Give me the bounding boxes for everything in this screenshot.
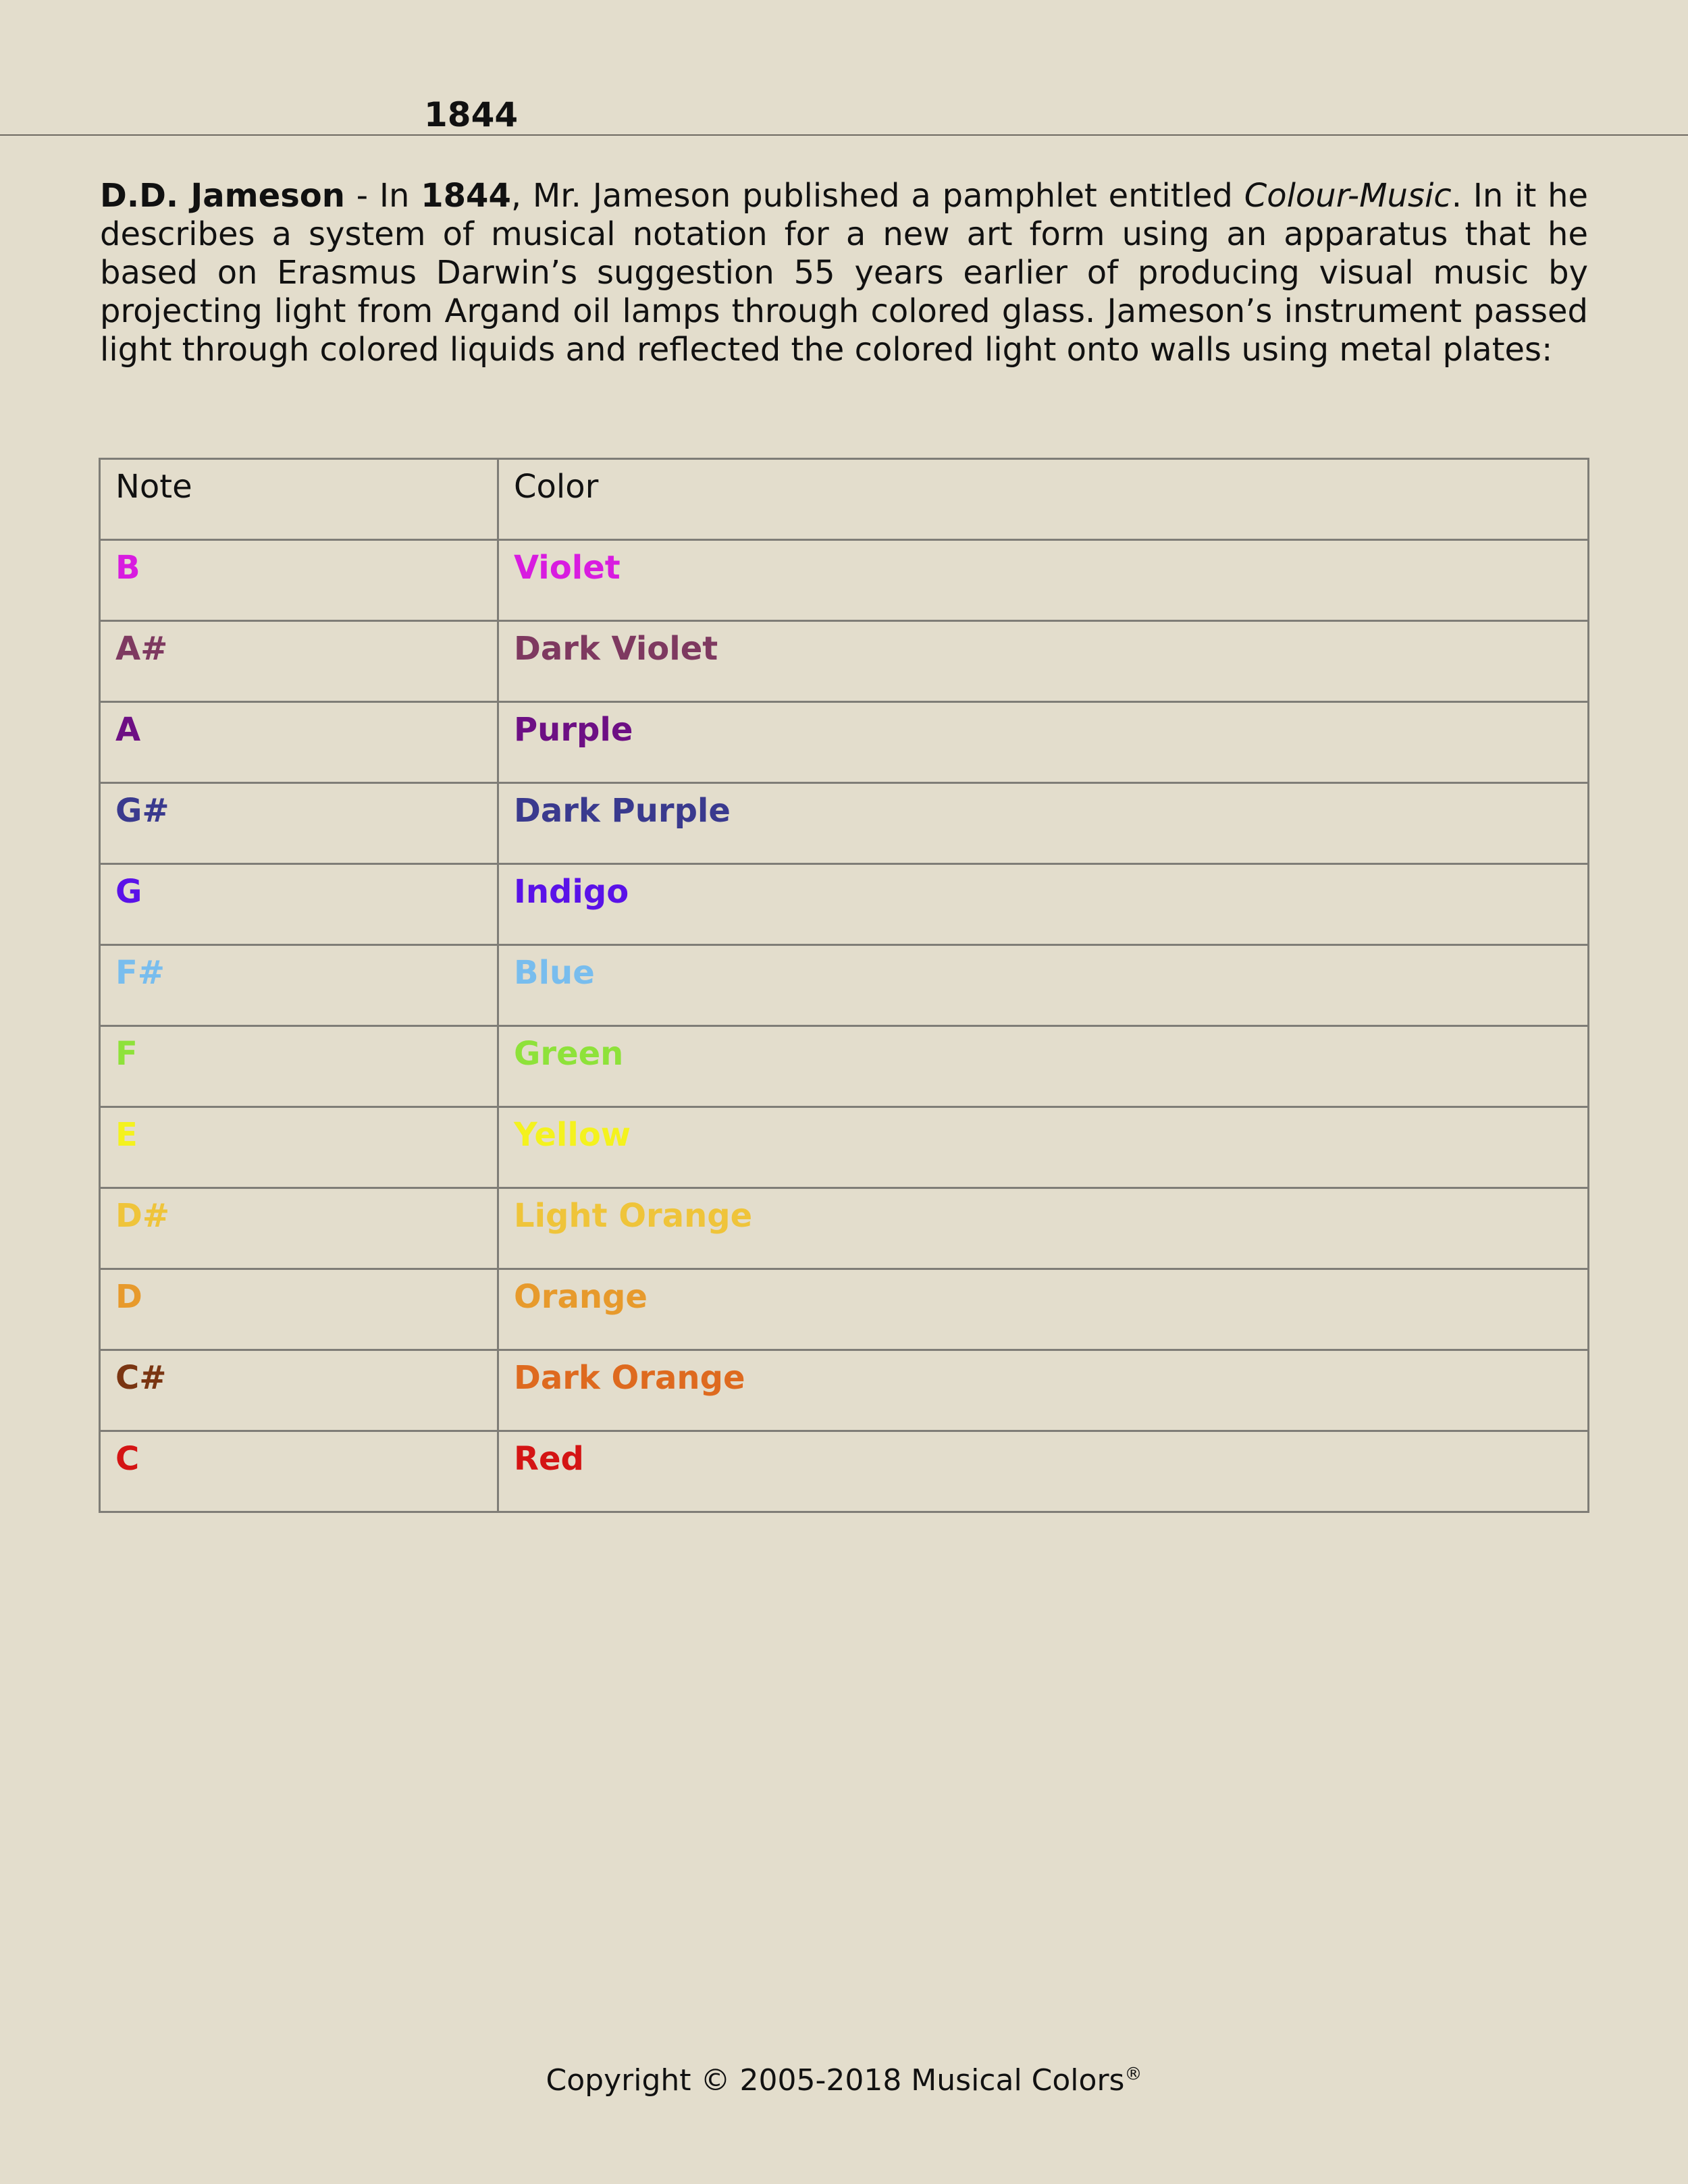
intro-pamphlet-title: Colour-Music <box>1244 177 1452 215</box>
color-cell: Orange <box>498 1269 1589 1350</box>
header-color: Color <box>498 459 1589 540</box>
intro-paragraph <box>100 177 1588 369</box>
color-cell: Light Orange <box>498 1188 1589 1269</box>
intro-name: D.D. Jameson <box>100 177 345 215</box>
registered-mark: ® <box>1124 2064 1142 2085</box>
table-row <box>100 945 1589 1026</box>
intro-year: 1844 <box>421 177 511 215</box>
color-cell: Dark Purple <box>498 783 1589 864</box>
table-row <box>100 783 1589 864</box>
note-cell: E <box>100 1107 498 1188</box>
color-cell: Indigo <box>498 864 1589 945</box>
table-row <box>100 702 1589 783</box>
copyright-text: Copyright © 2005-2018 Musical Colors <box>546 2063 1125 2098</box>
page-heading-year: 1844 <box>424 95 519 134</box>
note-cell: F# <box>100 945 498 1026</box>
table-row <box>100 864 1589 945</box>
note-cell: D <box>100 1269 498 1350</box>
note-cell: C <box>100 1431 498 1512</box>
color-cell: Dark Orange <box>498 1350 1589 1431</box>
color-cell: Green <box>498 1026 1589 1107</box>
color-cell: Blue <box>498 945 1589 1026</box>
table-row <box>100 1026 1589 1107</box>
color-cell: Dark Violet <box>498 621 1589 702</box>
note-cell: D# <box>100 1188 498 1269</box>
note-cell: C# <box>100 1350 498 1431</box>
copyright-footer <box>0 2062 1688 2099</box>
intro-text-1: - In <box>344 177 421 215</box>
table-row <box>100 1188 1589 1269</box>
note-cell: G# <box>100 783 498 864</box>
color-cell: Red <box>498 1431 1589 1512</box>
color-cell: Violet <box>498 540 1589 621</box>
note-cell: A# <box>100 621 498 702</box>
intro-text-2: , Mr. Jameson published a pamphlet entitled <box>510 177 1244 215</box>
header-note: Note <box>100 459 498 540</box>
note-cell: F <box>100 1026 498 1107</box>
header-divider <box>0 134 1688 136</box>
table-row <box>100 1269 1589 1350</box>
note-cell: B <box>100 540 498 621</box>
table-row <box>100 1431 1589 1512</box>
note-cell: G <box>100 864 498 945</box>
table-row <box>100 621 1589 702</box>
intro-text-3: . In it he describes a system of musical notation for a new art form using an apparatus that he based on Erasmus Darwin’s suggestion 55 years earlier of producing visual music by projecting light from Argand oil lamps through colored glass. Jameson’s instrument passed light through colored liquids and reflected the colored light onto walls using metal plates: <box>100 177 1589 369</box>
color-cell: Purple <box>498 702 1589 783</box>
table-header-row <box>100 459 1589 540</box>
table-row <box>100 1107 1589 1188</box>
table-row <box>100 540 1589 621</box>
note-color-table <box>99 458 1589 1513</box>
note-cell: A <box>100 702 498 783</box>
color-cell: Yellow <box>498 1107 1589 1188</box>
table-row <box>100 1350 1589 1431</box>
